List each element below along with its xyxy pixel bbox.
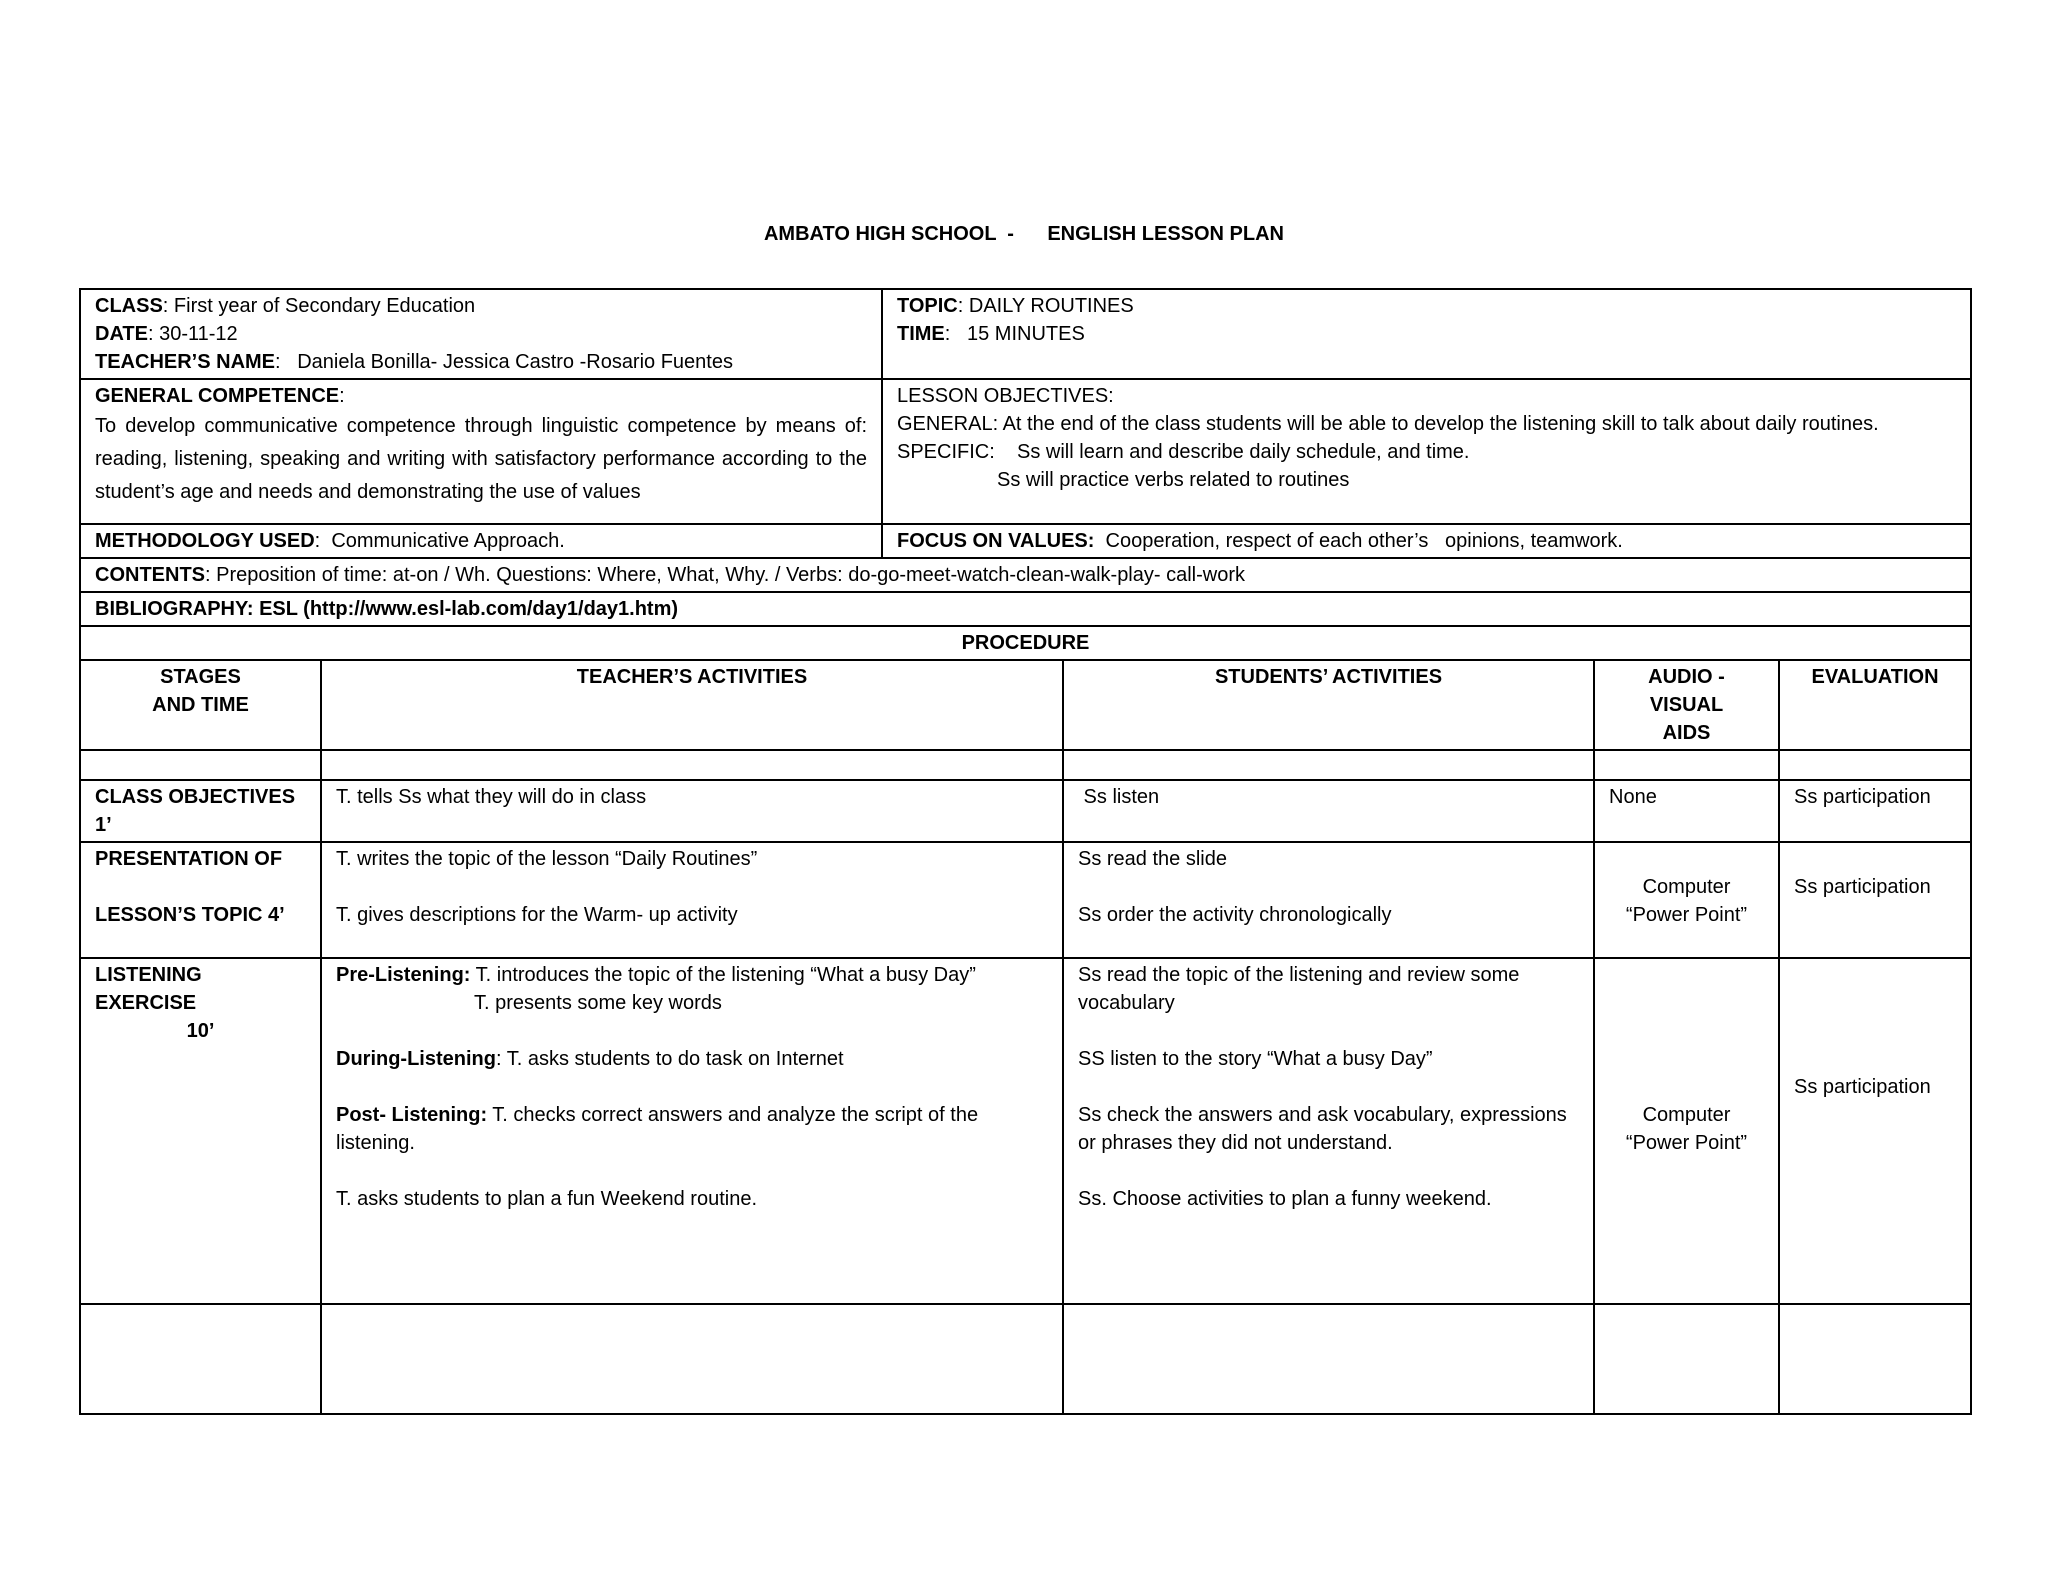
info-row-methodology xyxy=(80,524,1971,558)
procedure-heading: PROCEDURE xyxy=(80,626,1971,660)
info-row-class xyxy=(80,289,1971,379)
document-title xyxy=(0,223,2048,246)
procedure-table xyxy=(79,659,1972,1415)
title-school: AMBATO HIGH SCHOOL - xyxy=(763,223,1014,245)
objectives-specific-2: Ss will practice verbs related to routines xyxy=(997,469,1350,491)
objectives-general: GENERAL: At the end of the class students will be able to develop the listening skill to talk about daily routines. xyxy=(897,413,1879,435)
methodology-value: : Communicative Approach. xyxy=(314,530,565,552)
methodology-cell xyxy=(80,524,882,558)
topic-info-cell xyxy=(882,289,1971,379)
info-row-contents xyxy=(80,558,1971,592)
info-row-procedure xyxy=(80,626,1971,660)
time-value: : 15 MINUTES xyxy=(944,323,1085,345)
stage-class-objectives: CLASS OBJECTIVES 1’ xyxy=(80,780,321,842)
objectives-heading: LESSON OBJECTIVES: xyxy=(897,385,1114,407)
procedure-header-row xyxy=(80,660,1971,750)
contents-label: CONTENTS xyxy=(95,564,205,586)
lesson-plan-frame xyxy=(79,288,1970,1415)
teacher-label: TEACHER’S NAME xyxy=(95,351,276,373)
time-label: TIME xyxy=(897,323,945,345)
pre-listening-label: Pre-Listening: xyxy=(336,964,471,986)
aids-listening: Computer “Power Point” xyxy=(1594,958,1779,1304)
bibliography-cell: BIBLIOGRAPHY: ESL (http://www.esl-lab.com/day1/day1.htm) xyxy=(80,592,1971,626)
date-value: : 30-11-12 xyxy=(147,323,238,345)
info-row-competence xyxy=(80,379,1971,524)
topic-value: : DAILY ROUTINES xyxy=(957,295,1134,317)
procedure-row-listening xyxy=(80,958,1971,1304)
contents-cell xyxy=(80,558,1971,592)
column-header-students: STUDENTS’ ACTIVITIES xyxy=(1063,660,1594,750)
aids-objectives: None xyxy=(1594,780,1779,842)
evaluation-listening: Ss participation xyxy=(1779,958,1971,1304)
class-value: : First year of Secondary Education xyxy=(162,295,476,317)
procedure-empty-row xyxy=(80,1304,1971,1414)
info-row-bibliography xyxy=(80,592,1971,626)
topic-label: TOPIC xyxy=(897,295,958,317)
info-table xyxy=(79,288,1972,661)
procedure-row-presentation xyxy=(80,842,1971,958)
teacher-activity-listening: Pre-Listening: T. introduces the topic of the listening “What a busy Day” T. presents some key words During-Listening: T. asks students to do task on Internet Post- Listening: T. checks correct answers and analyze the script of the listening. T. asks students to plan a fun Weekend routine. xyxy=(321,958,1063,1304)
stage-listening: LISTENING EXERCISE 10’ xyxy=(80,958,321,1304)
title-plan: ENGLISH LESSON PLAN xyxy=(1047,223,1285,245)
evaluation-objectives: Ss participation xyxy=(1779,780,1971,842)
evaluation-presentation: Ss participation xyxy=(1779,842,1971,958)
teacher-activity-objectives: T. tells Ss what they will do in class xyxy=(321,780,1063,842)
values-label: FOCUS ON VALUES: xyxy=(897,530,1095,552)
teacher-value: : Daniela Bonilla- Jessica Castro -Rosario Fuentes xyxy=(275,351,733,373)
competence-text: To develop communicative competence through linguistic competence by means of: reading, listening, speaking and writing with satisfactory performance according to the student’s age and needs and demonstrating the use of values xyxy=(95,415,867,503)
values-value: Cooperation, respect of each other’s opinions, teamwork. xyxy=(1094,530,1623,552)
stage-presentation: PRESENTATION OF LESSON’S TOPIC 4’ xyxy=(80,842,321,958)
competence-cell: GENERAL COMPETENCE: To develop communicative competence through linguistic competence by means of: reading, listening, speaking and writing with satisfactory performance according to the student’s age and needs and demonstrating the use of values xyxy=(80,379,882,524)
procedure-row-objectives xyxy=(80,780,1971,842)
during-listening-label: During-Listening xyxy=(336,1048,496,1070)
methodology-label: METHODOLOGY USED xyxy=(95,530,315,552)
aids-presentation: Computer “Power Point” xyxy=(1594,842,1779,958)
column-header-evaluation: EVALUATION xyxy=(1779,660,1971,750)
column-header-teacher: TEACHER’S ACTIVITIES xyxy=(321,660,1063,750)
teacher-activity-presentation: T. writes the topic of the lesson “Daily Routines” T. gives descriptions for the Warm- up activity xyxy=(321,842,1063,958)
competence-label: GENERAL COMPETENCE xyxy=(95,385,340,407)
class-label: CLASS xyxy=(95,295,163,317)
student-activity-listening: Ss read the topic of the listening and review some vocabulary SS listen to the story “What a busy Day” Ss check the answers and ask vocabulary, expressions or phrases they did not understand. Ss. Choose activities to plan a funny weekend. xyxy=(1063,958,1594,1304)
column-header-stages: STAGES AND TIME xyxy=(80,660,321,750)
student-activity-objectives: Ss listen xyxy=(1063,780,1594,842)
column-header-aids: AUDIO - VISUAL AIDS xyxy=(1594,660,1779,750)
contents-value: : Preposition of time: at-on / Wh. Questions: Where, What, Why. / Verbs: do-go-meet-watch-clean-walk-play- call-work xyxy=(205,564,1245,586)
class-info-cell xyxy=(80,289,882,379)
values-cell xyxy=(882,524,1971,558)
date-label: DATE xyxy=(95,323,148,345)
objectives-specific-1: SPECIFIC: Ss will learn and describe daily schedule, and time. xyxy=(897,441,1470,463)
objectives-cell xyxy=(882,379,1971,524)
procedure-blank-row xyxy=(80,750,1971,780)
student-activity-presentation: Ss read the slide Ss order the activity chronologically xyxy=(1063,842,1594,958)
post-listening-label: Post- Listening: xyxy=(336,1104,488,1126)
